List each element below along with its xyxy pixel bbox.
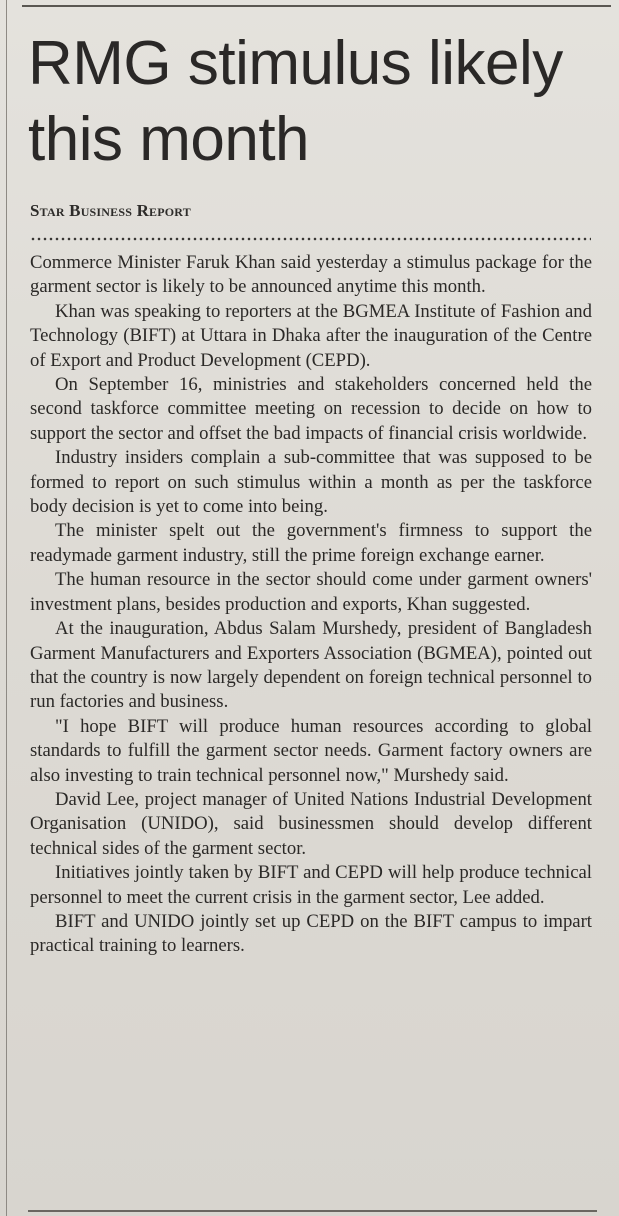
dotted-separator	[30, 237, 591, 241]
paragraph-7: At the inauguration, Abdus Salam Murshedy, president of Bangladesh Garment Manufacturers and Exporters Association (BGMEA), pointed out that the country is now largely dependent on foreign technical personnel to run factories and business.	[30, 618, 592, 713]
bottom-border-rule	[28, 1210, 597, 1212]
paragraph-3: On September 16, ministries and stakeholders concerned held the second taskforce committee meeting on recession to decide on how to support the sector and offset the bad impacts of financial crisis worldwide.	[30, 374, 592, 444]
paragraph-8: "I hope BIFT will produce human resources according to global standards to fulfill the garment sector needs. Garment factory owners are also investing to train technical personnel now," Murshedy said.	[30, 715, 592, 786]
paragraph-11: BIFT and UNIDO jointly set up CEPD on the BIFT campus to impart practical training to learners.	[30, 910, 592, 957]
paragraph-10: Initiatives jointly taken by BIFT and CEPD will help produce technical personnel to meet the current crisis in the garment sector, Lee added.	[30, 862, 592, 908]
left-column-rule	[6, 0, 7, 1216]
article-body	[30, 251, 592, 959]
paragraph-1: Commerce Minister Faruk Khan said yesterday a stimulus package for the garment sector is likely to be announced anytime this month.	[30, 252, 592, 298]
headline: RMG stimulus likely this month	[28, 29, 563, 174]
paragraph-9: David Lee, project manager of United Nations Industrial Development Organisation (UNIDO), said businessmen should develop different technical sides of the garment sector.	[30, 788, 592, 859]
top-border-rule	[22, 5, 611, 7]
paragraph-5: The minister spelt out the government's firmness to support the readymade garment industry, still the prime foreign exchange earner.	[30, 520, 592, 566]
paragraph-4: Industry insiders complain a sub-committee that was supposed to be formed to report on such stimulus within a month as per the taskforce body decision is yet to come into being.	[30, 447, 592, 518]
byline: Star Business Report	[30, 201, 191, 220]
paragraph-6: The human resource in the sector should come under garment owners' investment plans, besides production and exports, Khan suggested.	[30, 569, 592, 615]
paragraph-2: Khan was speaking to reporters at the BGMEA Institute of Fashion and Technology (BIFT) at Uttara in Dhaka after the inauguration of the Centre of Export and Product Development (CEPD).	[30, 300, 592, 371]
